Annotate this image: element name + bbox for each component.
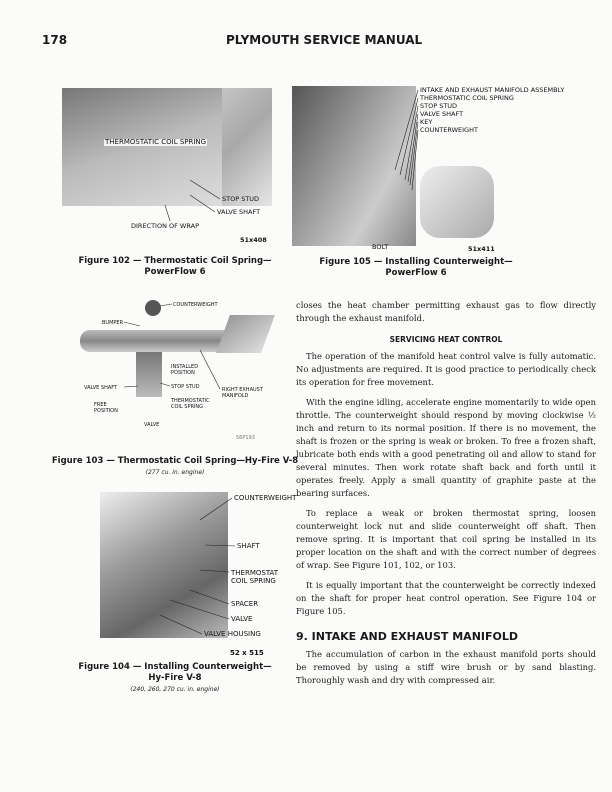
paragraph: The accumulation of carbon in the exhaust manifold ports should be removed by using a stiff wire brush or by sand blasting. Thoroughly wash and dry with compressed air. bbox=[296, 649, 596, 685]
label: VALVE bbox=[231, 615, 253, 623]
figure-105-photo bbox=[292, 86, 416, 246]
figure-104-photo bbox=[100, 492, 228, 638]
figure-code: 51x411 bbox=[468, 245, 495, 253]
label: VALVE SHAFT bbox=[420, 110, 464, 118]
label: VALVE SHAFT bbox=[84, 385, 118, 391]
section-heading: 9. INTAKE AND EXHAUST MANIFOLD bbox=[296, 630, 518, 643]
figure-105-labels bbox=[420, 86, 570, 134]
figure-code: 56P193 bbox=[236, 435, 255, 441]
paragraph: To replace a weak or broken thermostat spring, loosen counterweight lock nut and slide counterweight off shaft. Then remove spring. It is important that coil spring be installed in its proper location on the shaft and with the correct number of degrees of wrap. See Figure 101, 102, or 103. bbox=[296, 508, 596, 570]
label: STOP STUD bbox=[171, 384, 200, 390]
label: BUMPER bbox=[102, 320, 124, 326]
figure-subcaption: (277 cu. in. engine) bbox=[145, 469, 205, 476]
figure-caption-text: Figure 103 — Thermostatic Coil Spring—Hy-Fire V-8 bbox=[51, 456, 299, 466]
figure-code: 51x408 bbox=[240, 236, 267, 244]
label: RIGHT EXHAUST MANIFOLD bbox=[222, 387, 263, 399]
label: SHAFT bbox=[237, 542, 260, 550]
label: VALVE bbox=[144, 422, 160, 428]
label: THERMOSTATIC COIL SPRING bbox=[105, 138, 207, 146]
paragraph: With the engine idling, accelerate engine momentarily to wide open throttle. The counterweight should respond by moving clockwise ½ inch and return to its normal position. If there is no movement, the shaft is frozen or the spring is weak or broken. To free a frozen shaft, lubricate both ends with a good penetrating oil and allow to stand for several minutes. Then work rotate shaft back and forth until it operates freely. Apply a small quantity of graphite paste at the bearing surfaces. bbox=[296, 397, 596, 498]
label: VALVE SHAFT bbox=[217, 208, 261, 216]
label: COUNTERWEIGHT bbox=[420, 126, 478, 134]
label: DIRECTION OF WRAP bbox=[131, 222, 199, 230]
page-number: 178 bbox=[42, 33, 68, 47]
figure-caption: Figure 104 — Installing Counterweight— Hy-Fire V-8 (240, 260, 270 cu. in. engine) bbox=[50, 662, 300, 694]
label: COUNTERWEIGHT bbox=[173, 302, 218, 308]
label: COUNTERWEIGHT bbox=[234, 494, 297, 502]
label: STOP STUD bbox=[420, 102, 458, 110]
paragraph: The operation of the manifold heat control valve is fully automatic. No adjustments are required. It is good practice to periodically check its operation for free movement. bbox=[296, 351, 596, 387]
right-column-text bbox=[296, 299, 596, 694]
label: VALVE HOUSING bbox=[204, 630, 261, 638]
label: INTAKE AND EXHAUST MANIFOLD ASSEMBLY bbox=[420, 86, 565, 94]
running-title: PLYMOUTH SERVICE MANUAL bbox=[226, 33, 423, 47]
label: INSTALLED POSITION bbox=[171, 364, 199, 376]
label: KEY bbox=[420, 118, 433, 126]
figure-subcaption: (240, 260, 270 cu. in. engine) bbox=[130, 686, 220, 693]
label: BOLT bbox=[372, 243, 389, 251]
label: THERMOSTAT COIL SPRING bbox=[231, 569, 279, 585]
label: STOP STUD bbox=[222, 195, 260, 203]
label: THERMOSTATIC COIL SPRING bbox=[420, 94, 514, 102]
figure-caption: Figure 102 — Thermostatic Coil Spring— PowerFlow 6 bbox=[78, 256, 272, 277]
label: SPACER bbox=[231, 600, 259, 608]
figure-caption bbox=[45, 456, 305, 477]
paragraph: It is equally important that the counterweight be correctly indexed on the shaft for proper heat control operation. See Figure 104 or Figure 105. bbox=[296, 580, 596, 616]
label: FREE POSITION bbox=[94, 402, 118, 414]
label: THERMOSTATIC COIL SPRING bbox=[171, 398, 210, 410]
subsection-heading: SERVICING HEAT CONTROL bbox=[389, 335, 503, 344]
figure-caption: Figure 105 — Installing Counterweight— PowerFlow 6 bbox=[319, 257, 513, 278]
paragraph: closes the heat chamber permitting exhaust gas to flow directly through the exhaust manifold. bbox=[296, 300, 596, 323]
figure-code: 52 x 515 bbox=[230, 649, 264, 657]
